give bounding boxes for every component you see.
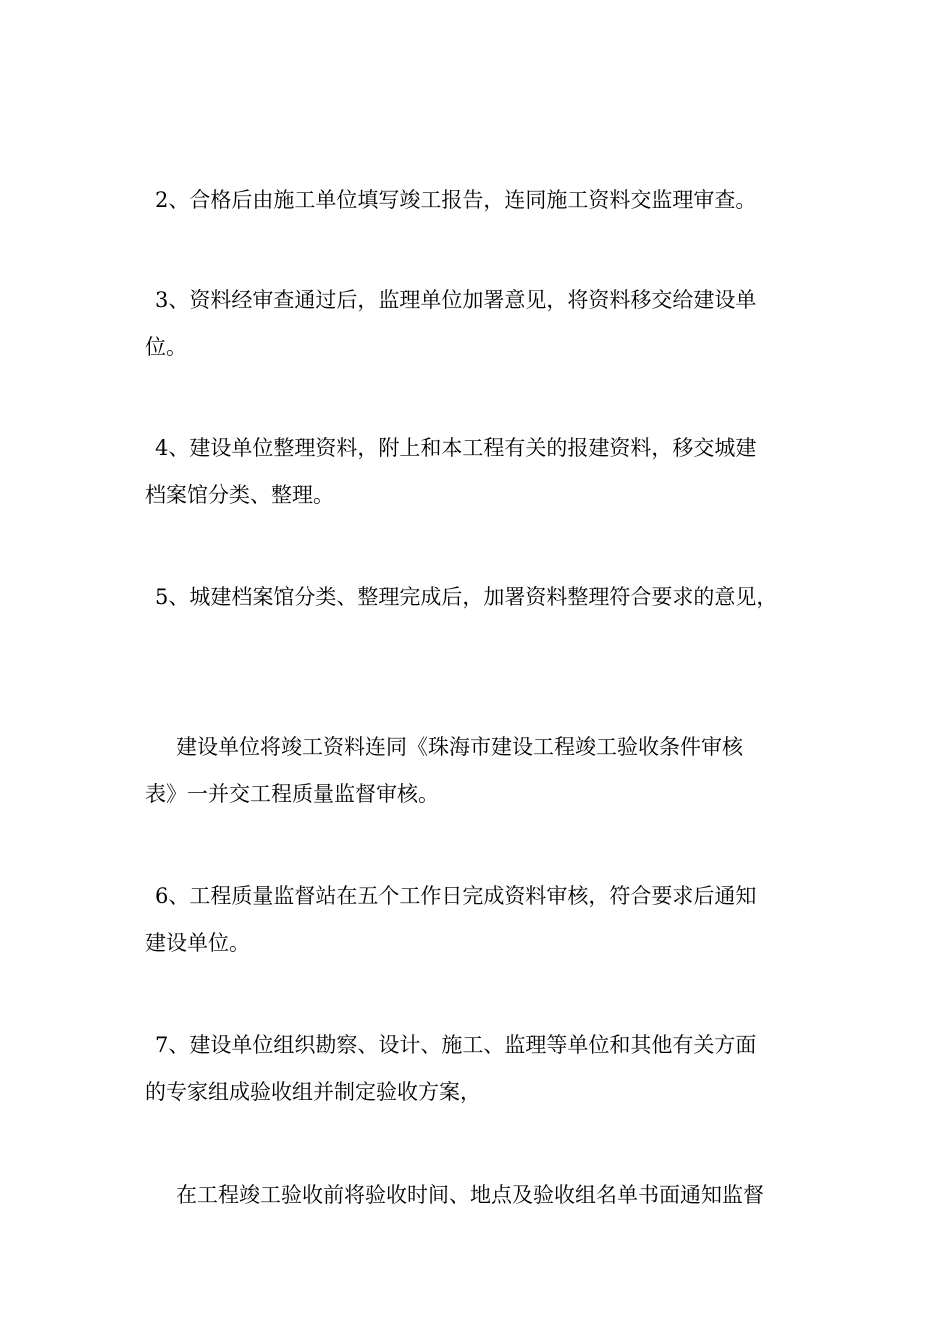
paragraph-item-5-continued [145,724,825,818]
paragraph-line: 在工程竣工验收前将验收时间、地点及验收组名单书面通知监督 [176,1183,764,1207]
paragraph-line: 3、资料经审查通过后，监理单位加署意见，将资料移交给建设单 [155,288,757,312]
paragraph-item-4 [145,425,825,519]
paragraph-line: 建设单位。 [145,931,250,955]
paragraph-line: 建设单位将竣工资料连同《珠海市建设工程竣工验收条件审核 [176,735,743,759]
paragraph-line: 2、合格后由施工单位填写竣工报告，连同施工资料交监理审查。 [155,188,757,212]
paragraph-line: 4、建设单位整理资料，附上和本工程有关的报建资料，移交城建 [155,436,757,460]
paragraph-item-6 [145,873,825,967]
paragraph-line: 5、城建档案馆分类、整理完成后，加署资料整理符合要求的意见， [155,585,778,609]
paragraph-line: 的专家组成验收组并制定验收方案， [145,1080,481,1104]
paragraph-line: 档案馆分类、整理。 [145,483,334,507]
paragraph-line: 表》一并交工程质量监督审核。 [145,782,439,806]
paragraph-item-7 [145,1022,825,1116]
paragraph-line: 7、建设单位组织勘察、设计、施工、监理等单位和其他有关方面 [155,1033,757,1057]
paragraph-item-2 [145,177,825,224]
paragraph-line: 位。 [145,335,187,359]
paragraph-line: 6、工程质量监督站在五个工作日完成资料审核，符合要求后通知 [155,884,757,908]
paragraph-item-5 [145,574,825,621]
paragraph-item-3 [145,277,825,371]
paragraph-item-7-continued [145,1172,825,1219]
